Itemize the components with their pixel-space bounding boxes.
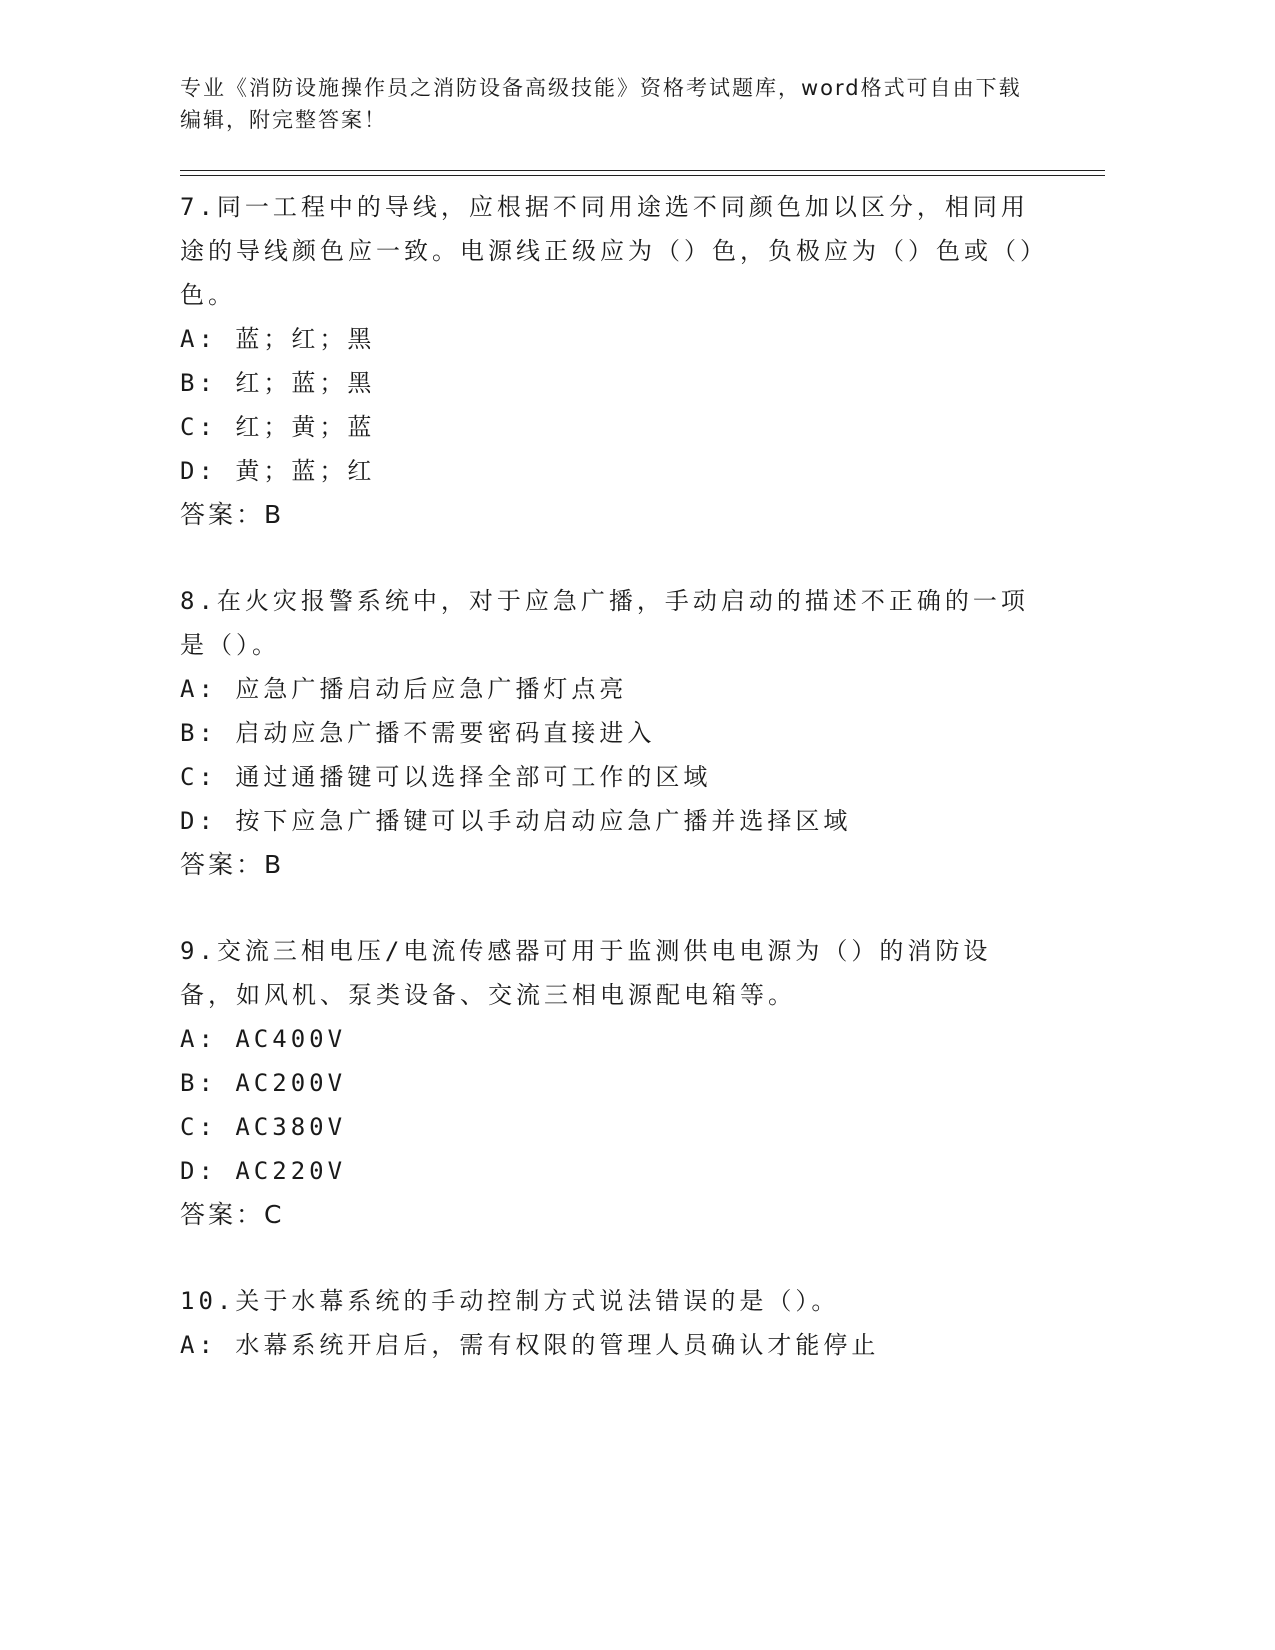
question-9 [180,929,1040,1237]
question-list [180,185,1040,1409]
header-intro: 专业《消防设施操作员之消防设备高级技能》资格考试题库，word格式可自由下载编辑，附完整答案！ [180,76,1022,132]
option-c: C: 通过通播键可以选择全部可工作的区域 [180,763,712,791]
answer: 答案：C [180,1200,285,1229]
question-stem: 10.关于水幕系统的手动控制方式说法错误的是（）。 [180,1287,840,1315]
question-8 [180,579,1040,887]
option-a: A: AC400V [180,1025,347,1053]
option-a: A: 蓝；红；黑 [180,325,376,353]
header-divider-top [180,170,1105,171]
question-stem: 9.交流三相电压/电流传感器可用于监测供电电源为（）的消防设备，如风机、泵类设备、交流三相电源配电箱等。 [180,937,992,1009]
header-divider-bottom [180,175,1105,176]
question-10 [180,1279,1040,1367]
option-b: B: 启动应急广播不需要密码直接进入 [180,719,656,747]
option-a: A: 水幕系统开启后，需有权限的管理人员确认才能停止 [180,1331,880,1359]
question-stem: 7.同一工程中的导线，应根据不同用途选不同颜色加以区分，相同用途的导线颜色应一致。电源线正级应为（）色，负极应为（）色或（）色。 [180,193,1036,309]
answer: 答案：B [180,850,285,879]
question-7 [180,185,1040,537]
option-d: D: 按下应急广播键可以手动启动应急广播并选择区域 [180,807,852,835]
option-c: C: AC380V [180,1113,347,1141]
option-a: A: 应急广播启动后应急广播灯点亮 [180,675,628,703]
document-header [180,72,1040,136]
answer: 答案：B [180,500,285,529]
option-b: B: 红；蓝；黑 [180,369,376,397]
option-c: C: 红；黄；蓝 [180,413,376,441]
option-d: D: 黄；蓝；红 [180,457,376,485]
question-stem: 8.在火灾报警系统中，对于应急广播，手动启动的描述不正确的一项是（）。 [180,587,1029,659]
option-b: B: AC200V [180,1069,347,1097]
option-d: D: AC220V [180,1157,347,1185]
